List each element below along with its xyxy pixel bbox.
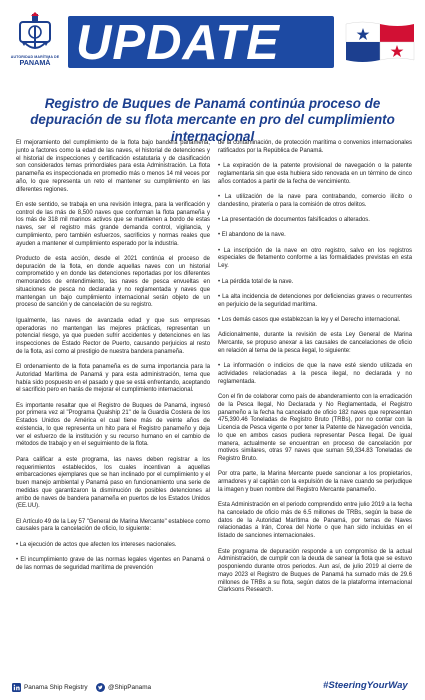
footer <box>0 678 425 700</box>
paragraph: Igualmente, las naves de avanzada edad y que sus empresas operadoras no mantengan las mejores prácticas, representan un potencial riesgo, ya que pueden sufrir accidentes y detenciones en las inspecciones de Estado Rector de Puerto, causando perjuicios al resto de la flota, así como al prestigio de nuestra bandera panameña. <box>16 317 210 355</box>
linkedin-icon <box>12 683 21 692</box>
paragraph: El ordenamiento de la flota panameña es de suma importancia para la Autoridad Marítima de Panamá y para esta administración, tema que había sido pospuesto en el pasado y que se está enfrentando, aceptando el sacrificio pero en harás de mejorar el cumplimiento internacional. <box>16 364 210 394</box>
paragraph: de la contaminación, de protección marítima o convenios internacionales ratificados por la República de Panamá. <box>218 140 412 154</box>
list-item: • La pérdida total de la nave. <box>218 278 294 285</box>
update-banner <box>68 16 334 68</box>
paragraph: Para calificar a este programa, las naves deben registrar a los requerimientos establecidos, los cuales incentivan a aquellas embarcaciones ejemplares que se han inclinado por el cumplimiento y el buen manejo ambiental y Panamá paso en funcionamiento una serie de medidas que garantizaron la disminución de posibles detenciones al arribo de naves de bandera panameña en puertos de los Estados Unidos (EE.UU). <box>16 456 210 510</box>
twitter-icon <box>96 683 105 692</box>
paragraph: Producto de esta acción, desde el 2021 continúa el proceso de depuración de la flota, en donde aquellas naves con un historial comprometido y en donde las detenciones reportadas por los diferentes memorandos de entendimiento, las naves de pesca envueltas en situaciones de pesca no declarada y no reglamentada y naves que mantengan un bajo cumplimiento internacional serán objeto de un proceso de sanción y de cancelación de su registro. <box>16 255 210 309</box>
headline: Registro de Buques de Panamá continúa proceso de depuración de su flota mercante en pro del cumplimiento internacional <box>30 96 395 144</box>
list-item: • La utilización de la nave para contrabando, comercio ilícito o clandestino, piratería o para la comisión de otros delitos. <box>218 193 412 208</box>
amp-logo <box>6 12 64 74</box>
paragraph: Por otra parte, la Marina Mercante puede sancionar a los propietarios, armadores y al capitán con la expulsión de la nave cuando se perjudique la imagen y buen nombre del Registro Mercante panameño. <box>218 471 412 493</box>
panama-flag-icon <box>344 20 416 64</box>
list-item: • El incumplimiento grave de las normas legales vigentes en Panamá o de las normas de seguridad marítima de prevención <box>16 557 210 571</box>
list-item: • La presentación de documentos falsificados o alterados. <box>218 217 370 224</box>
linkedin-link[interactable] <box>12 683 88 692</box>
paragraph: Esta Administración en el periodo comprendido entre julio 2019 a la fecha ha cancelado de oficio más de 6.5 millones de TRBs, según la base de datos de la Autoridad Marítima de Panamá, por temas de Naves relacionadas a Irán, Corea del Norte o que han sido incluidas en el listado de sanciones internacionales. <box>218 502 412 540</box>
list-item: • El abandono de la nave. <box>218 232 286 239</box>
paragraph: Este programa de depuración responde a un compromiso de la actual Administración, de cumplir con la deuda de sanear la flota que se estuvo posponiendo durante otros periodos. Aun así, de julio 2019 al cierre de mayo 2023 el Registro de Buques de Panamá ha sumado más de 29.6 millones de TRBs a su flota, según datos de la plataforma internacional Clarksons Research. <box>218 548 412 594</box>
list-item: • La alta incidencia de detenciones por deficiencias graves o recurrentes en perjuicio de la seguridad marítima. <box>218 293 412 308</box>
paragraph: Adicionalmente, durante la revisión de esta Ley General de Marina Mercante, se propuso anexar a las causales de cancelaciones de oficio en relación al tema de la pesca ilegal, lo siguiente: <box>218 332 412 354</box>
paragraph: En este sentido, se trabaja en una revisión íntegra, para la verificación y control de las más de 8,500 naves que conforman la flota panameña y los más de 318 mil marinos activos que se mantienen a bordo de estas naves, ser el registro más grande demanda control, vigilancia, y cumplimiento, pero también esfuerzos, sacrificios y normas reales que ayuden a mantener el cumplimiento esperado por la industria. <box>16 201 210 247</box>
logo-line2: PANAMÁ <box>19 58 51 68</box>
list-item: • Los demás casos que establezcan la ley y el Derecho internacional. <box>218 317 401 323</box>
left-column <box>16 140 210 580</box>
update-banner-text: UPDATE <box>76 16 280 70</box>
list-item: • La expiración de la patente provisional de navegación o la patente reglamentaria sin que esta hubiera sido renovada en un término de cinco años contados a partir de la fecha de vencimiento. <box>218 163 412 185</box>
list-item: • La información o indicios de que la nave esté siendo utilizada en actividades relacionadas a la pesca ilegal, no declarada y no reglamentada. <box>218 363 412 385</box>
list-item: • La ejecución de actos que afecten los intereses nacionales. <box>16 541 177 548</box>
paragraph: Es importante resaltar que el Registro de Buques de Panamá, ingresó por primera vez al "Programa Qualship 21" de la Guardia Costera de los Estados Unidos de América el cual tiene más de veinte años de existencia, lo que representa un hito para el Registro panameño y deja ver el esfuerzo de la institución y su recurso humano en el cambio de métodos de trabajo y en el seguimiento de la flota. <box>16 402 210 448</box>
paragraph: Con el fin de colaborar como país de abanderamiento con la erradicación de la Pesca Ilegal, No Declarada y No Reglamentada, el Registro panameño a la fecha ha cancelado de oficio 182 naves que representan 475,390.46 Toneladas de Registro Bruto (TRBs), por no contar con la Licencia de Pesca vigente o por tener la Patente de Navegación vencida, lo que en ambos casos pudiera representar Pesca Ilegal. De igual manera, actualmente se encuentran en proceso de cancelación por motivos similares, otras 97 naves que suman 59,334.83 Toneladas de Registro Bruto. <box>218 394 412 463</box>
paragraph: El Artículo 49 de la Ley 57 "General de Marina Mercante" establece como causales para la cancelación de oficio, lo siguiente: <box>16 518 210 533</box>
list-item: • La inscripción de la nave en otro registro, salvo en los registros especiales de fletamento conforme a las formalidades previstas en esta Ley. <box>218 247 412 270</box>
paragraph: El mejoramiento del cumplimiento de la flota bajo bandera panameña, junto a factores como la edad de las naves, el historial de detenciones y el historial de inspecciones y certificación estatutaria y de clasificación son considerados temas primordiales para esta Administración. La flota panameña es inspeccionada en promedio más o menos 14 mil veces por año, lo que representa un reto el mantener su cumplimiento en las diferentes regiones. <box>16 140 210 193</box>
hashtag: #SteeringYourWay <box>323 680 408 691</box>
right-column <box>218 140 412 603</box>
linkedin-label: Panama Ship Registry <box>24 684 88 691</box>
twitter-link[interactable] <box>96 683 151 692</box>
anchor-emblem-icon <box>15 12 55 54</box>
header <box>0 0 425 80</box>
logo-line1: AUTORIDAD MARÍTIMA DE <box>10 55 60 59</box>
twitter-label: @ShipPanama <box>108 684 152 691</box>
